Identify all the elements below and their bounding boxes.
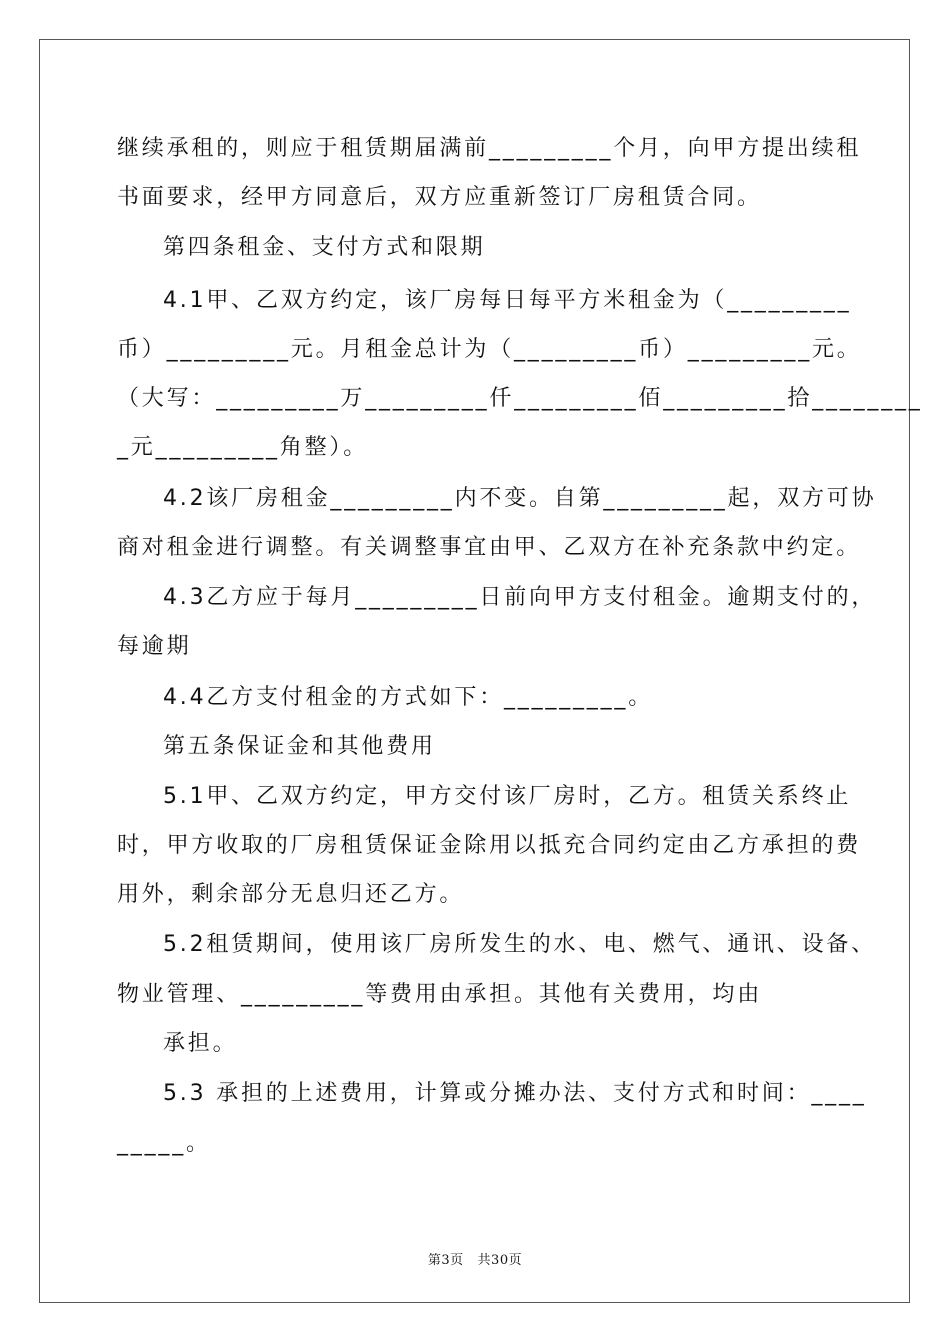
- text-line: _____。: [117, 1131, 211, 1156]
- page-border: [39, 39, 910, 1303]
- text-line: 继续承租的，则应于租赁期届满前_________个月，向甲方提出续租: [117, 136, 862, 161]
- text-line: 商对租金进行调整。有关调整事宜由甲、乙双方在补充条款中约定。: [117, 535, 862, 560]
- text-line: 币）_________元。月租金总计为（_________币）_________元。: [117, 337, 862, 362]
- text-line: 时，甲方收取的厂房租赁保证金除用以抵充合同约定由乙方承担的费: [117, 833, 862, 858]
- text-line: 5.3 承担的上述费用，计算或分摊办法、支付方式和时间：____: [163, 1081, 867, 1106]
- text-line: 4.1甲、乙双方约定，该厂房每日每平方米租金为（_________: [163, 288, 852, 313]
- text-line: 书面要求，经甲方同意后，双方应重新签订厂房租赁合同。: [117, 185, 762, 210]
- text-line: 4.3乙方应于每月_________日前向甲方支付租金。逾期支付的，: [163, 585, 877, 610]
- text-line: 4.4乙方支付租金的方式如下：_________。: [163, 685, 653, 710]
- text-line: 每逾期: [117, 634, 192, 659]
- section-heading: 第四条租金、支付方式和限期: [163, 235, 486, 260]
- text-line: 5.1甲、乙双方约定，甲方交付该厂房时，乙方。租赁关系终止: [163, 784, 852, 809]
- text-line: 用外，剩余部分无息归还乙方。: [117, 882, 465, 907]
- text-line: _元_________角整）。: [117, 435, 369, 460]
- section-heading: 第五条保证金和其他费用: [163, 734, 436, 759]
- page-number-footer: 第3页 共30页: [427, 1253, 523, 1268]
- text-line: 承担。: [163, 1031, 238, 1056]
- text-line: 物业管理、_________等费用由承担。其他有关费用，均由: [117, 982, 763, 1007]
- text-line: （大写：_________万_________仟_________佰_________拾________: [117, 386, 923, 411]
- text-line: 4.2该厂房租金_________内不变。自第_________起，双方可协: [163, 486, 877, 511]
- text-line: 5.2租赁期间，使用该厂房所发生的水、电、燃气、通讯、设备、: [163, 932, 876, 957]
